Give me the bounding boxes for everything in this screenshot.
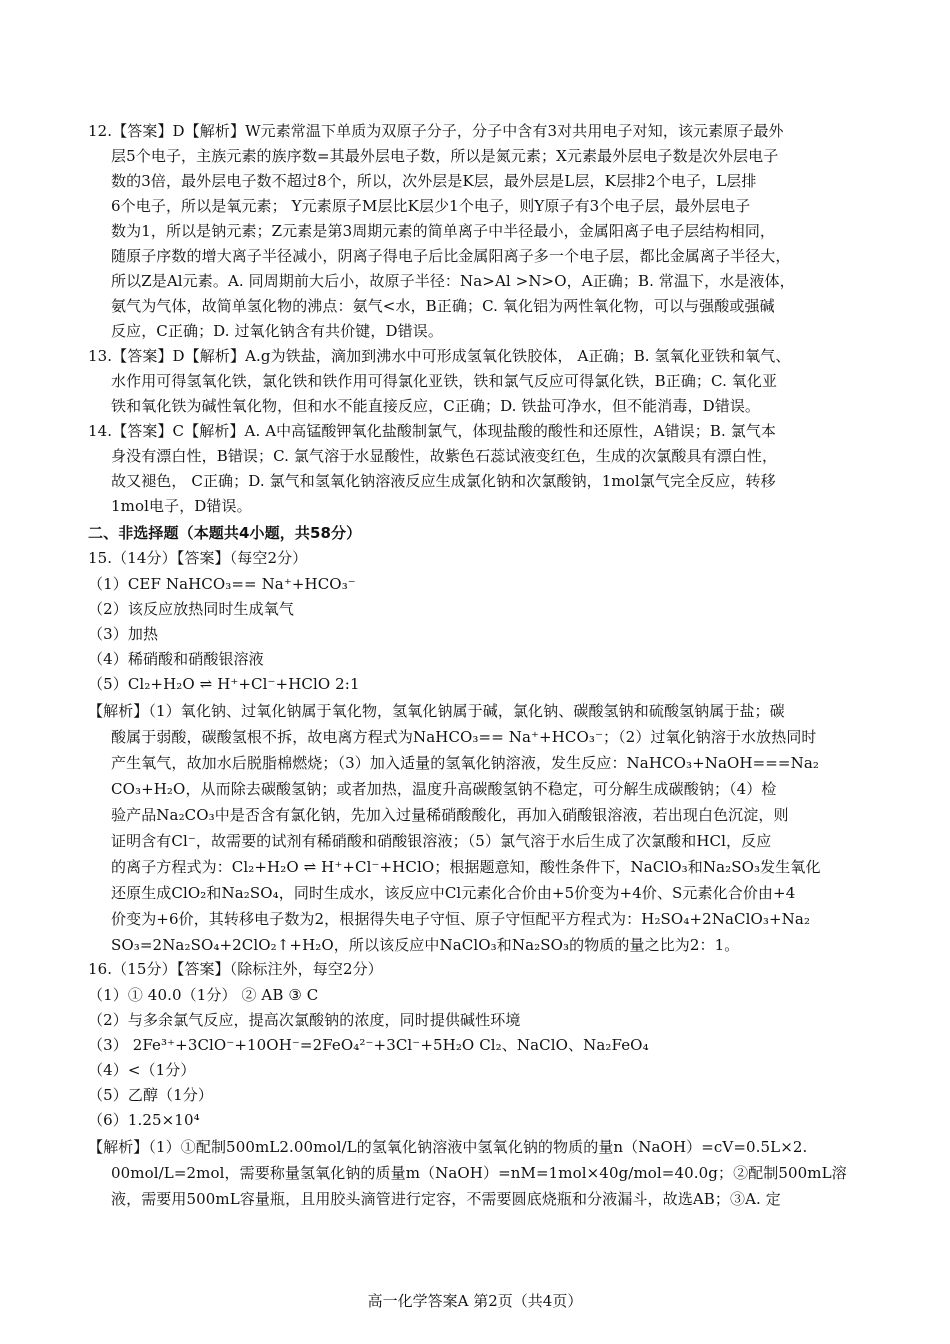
text-line: 00mol/L=2mol，需要称量氢氧化钠的质量m（NaOH）=nM=1mol×40g/mol=40.0g；②配制500mL溶 xyxy=(111,1164,847,1182)
text-line: 价变为+6价，其转移电子数为2，根据得失电子守恒、原子守恒配平方程式为：H₂SO₄+2NaClO₃+Na₂ xyxy=(111,910,811,928)
text-line: 还原生成ClO₂和Na₂SO₄，同时生成水，该反应中Cl元素化合价由+5价变为+4价、S元素化合价由+4 xyxy=(111,884,796,902)
text-line: （3） 2Fe³⁺+3ClO⁻+10OH⁻=2FeO₄²⁻+3Cl⁻+5H₂O Cl₂、NaClO、Na₂FeO₄ xyxy=(88,1036,649,1054)
text-line: 所以Z是Al元素。A. 同周期前大后小，故原子半径：Na>Al >N>O，A正确；B. 常温下，水是液体， xyxy=(111,272,795,290)
text-line: 身没有漂白性，B错误；C. 氯气溶于水显酸性，故紫色石蕊试液变红色，生成的次氯酸具有漂白性， xyxy=(111,447,778,465)
text-line: 产生氧气，故加水后脱脂棉燃烧；（3）加入适量的氢氧化钠溶液，发生反应：NaHCO₃+NaOH===Na₂ xyxy=(111,754,819,772)
text-line: （5）乙醇（1分） xyxy=(88,1086,213,1104)
text-line: 【解析】（1）①配制500mL2.00mol/L的氢氧化钠溶液中氢氧化钠的物质的量n（NaOH）=cV=0.5L×2. xyxy=(88,1138,808,1156)
text-line: 6个电子，所以是氧元素； Y元素原子M层比K层少1个电子，则Y原子有3个电子层，最外层电子 xyxy=(111,197,751,215)
text-line: （1）CEF NaHCO₃== Na⁺+HCO₃⁻ xyxy=(88,575,356,593)
text-line: 1mol电子，D错误。 xyxy=(111,497,252,515)
text-line: 15.（14分）【答案】（每空2分） xyxy=(88,549,308,567)
text-line: 水作用可得氢氧化铁，氯化铁和铁作用可得氯化亚铁，铁和氯气反应可得氯化铁，B正确；C. 氧化亚 xyxy=(111,372,778,390)
text-line: （1）① 40.0（1分） ② AB ③ C xyxy=(88,986,319,1004)
text-line: SO₃=2Na₂SO₄+2ClO₂↑+H₂O，所以该反应中NaClO₃和Na₂SO₃的物质的量之比为2：1。 xyxy=(111,936,740,954)
text-line: 的离子方程式为：Cl₂+H₂O ⇌ H⁺+Cl⁻+HClO；根据题意知，酸性条件下，NaClO₃和Na₂SO₃发生氧化 xyxy=(111,858,821,876)
text-line: 数为1，所以是钠元素；Z元素是第3周期元素的简单离子中半径最小，金属阳离子电子层结构相同， xyxy=(111,222,776,240)
text-line: 故又褪色， C正确；D. 氯气和氢氧化钠溶液反应生成氯化钠和次氯酸钠，1mol氯气完全反应，转移 xyxy=(111,472,776,490)
section-heading: 二、非选择题（本题共4小题，共58分） xyxy=(88,524,362,542)
text-line: 随原子序数的增大离子半径减小，阴离子得电子后比金属阳离子多一个电子层，都比金属离子半径大， xyxy=(111,247,791,265)
text-line: （4）稀硝酸和硝酸银溶液 xyxy=(88,650,264,668)
text-line: 14.【答案】C【解析】A. A中高锰酸钾氧化盐酸制氯气，体现盐酸的酸性和还原性，A错误；B. 氯气本 xyxy=(88,422,777,440)
text-line: 反应，C正确；D. 过氧化钠含有共价键，D错误。 xyxy=(111,322,443,340)
text-line: 酸属于弱酸，碳酸氢根不拆，故电离方程式为NaHCO₃== Na⁺+HCO₃⁻；（2）过氧化钠溶于水放热同时 xyxy=(111,728,817,746)
text-line: （5）Cl₂+H₂O ⇌ H⁺+Cl⁻+HClO 2:1 xyxy=(88,675,360,693)
text-line: 13.【答案】D【解析】A.g为铁盐，滴加到沸水中可形成氢氧化铁胶体， A正确；B. 氢氧化亚铁和氧气、 xyxy=(88,347,791,365)
text-line: 液，需要用500mL容量瓶，且用胶头滴管进行定容，不需要圆底烧瓶和分液漏斗，故选AB；③A. 定 xyxy=(111,1190,781,1208)
text-line: （3）加热 xyxy=(88,625,159,643)
text-line: 数的3倍，最外层电子数不超过8个，所以，次外层是K层，最外层是L层，K层排2个电子，L层排 xyxy=(111,172,757,190)
text-line: （2）与多余氯气反应，提高次氯酸钠的浓度，同时提供碱性环境 xyxy=(88,1011,521,1029)
text-line: 16.（15分）【答案】（除标注外，每空2分） xyxy=(88,960,383,978)
page-footer: 高一化学答案A 第2页（共4页） xyxy=(367,1292,583,1310)
text-line: CO₃+H₂O，从而除去碳酸氢钠；或者加热，温度升高碳酸氢钠不稳定，可分解生成碳酸钠；（4）检 xyxy=(111,780,777,798)
text-line: 铁和氧化铁为碱性氧化物，但和水不能直接反应，C正确；D. 铁盐可净水，但不能消毒，D错误。 xyxy=(111,397,761,415)
text-line: （6）1.25×10⁴ xyxy=(88,1111,200,1129)
text-line: 证明含有Cl⁻，故需要的试剂有稀硝酸和硝酸银溶液；（5）氯气溶于水后生成了次氯酸和HCl，反应 xyxy=(111,832,772,850)
text-line: （2）该反应放热同时生成氧气 xyxy=(88,600,294,618)
text-line: 氨气为气体，故简单氢化物的沸点：氨气<水，B正确；C. 氧化铝为两性氧化物，可以与强酸或强碱 xyxy=(111,297,775,315)
text-line: 【解析】（1）氧化钠、过氧化钠属于氧化物，氢氧化钠属于碱，氯化钠、碳酸氢钠和硫酸氢钠属于盐；碳 xyxy=(88,702,785,720)
text-line: （4）<（1分） xyxy=(88,1061,196,1079)
text-line: 12.【答案】D【解析】W元素常温下单质为双原子分子，分子中含有3对共用电子对知，该元素原子最外 xyxy=(88,122,784,140)
text-line: 层5个电子，主族元素的族序数=其最外层电子数，所以是氮元素；X元素最外层电子数是次外层电子 xyxy=(111,147,779,165)
text-line: 验产品Na₂CO₃中是否含有氯化钠，先加入过量稀硝酸酸化，再加入硝酸银溶液，若出现白色沉淀，则 xyxy=(111,806,789,824)
